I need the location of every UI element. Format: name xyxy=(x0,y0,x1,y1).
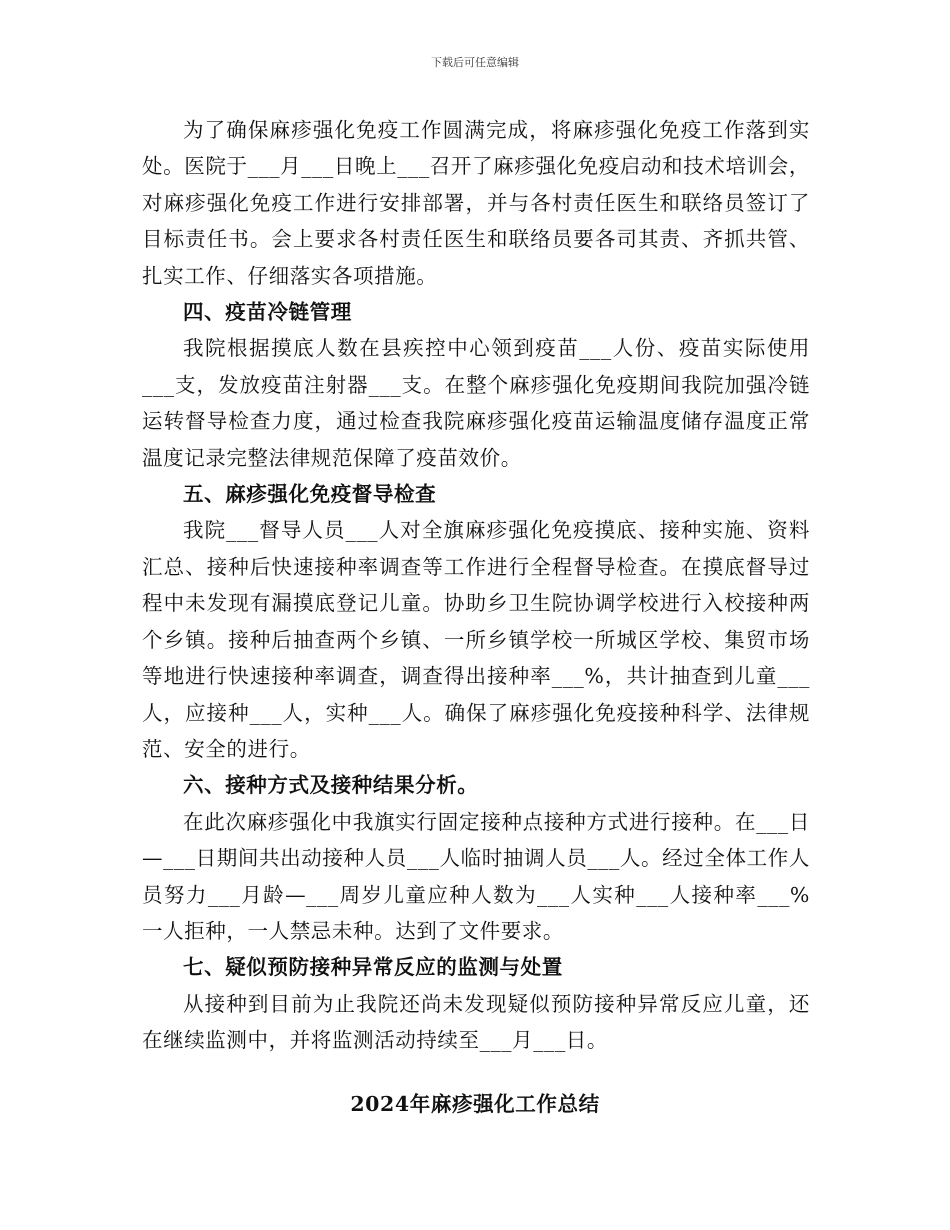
paragraph-intro: 为了确保麻疹强化免疫工作圆满完成，将麻疹强化免疫工作落到实处。医院于___月___日晚上___召开了麻疹强化免疫启动和技术培训会，对麻疹强化免疫工作进行安排部署，并与各村责任医生和联络员签订了目标责任书。会上要求各村责任医生和联络员要各司其责、齐抓共管、扎实工作、仔细落实各项措施。 xyxy=(142,118,810,288)
section-heading-adverse-reaction: 七、疑似预防接种异常反应的监测与处置 xyxy=(183,955,563,980)
paragraph-vaccine-cold-chain: 我院根据摸底人数在县疾控中心领到疫苗___人份、疫苗实际使用___支，发放疫苗注射器___支。在整个麻疹强化免疫期间我院加强冷链运转督导检查力度，通过检查我院麻疹强化疫苗运输温度储存温度正常温度记录完整法律规范保障了疫苗效价。 xyxy=(142,336,810,470)
section-heading-vaccination-analysis: 六、接种方式及接种结果分析。 xyxy=(183,773,479,798)
document-body xyxy=(142,112,810,1059)
paragraph-vaccination-analysis: 在此次麻疹强化中我旗实行固定接种点接种方式进行接种。在___日—___日期间共出动接种人员___人临时抽调人员___人。经过全体工作人员努力___月龄—___周岁儿童应种人数为___人实种___人接种率___%一人拒种，一人禁忌未种。达到了文件要求。 xyxy=(142,809,810,943)
page-header: 下载后可任意编辑 xyxy=(431,56,519,69)
paragraph-supervision: 我院___督导人员___人对全旗麻疹强化免疫摸底、接种实施、资料汇总、接种后快速接种率调查等工作进行全程督导检查。在摸底督导过程中未发现有漏摸底登记儿童。协助乡卫生院协调学校进行入校接种两个乡镇。接种后抽查两个乡镇、一所乡镇学校一所城区学校、集贸市场等地进行快速接种率调查，调查得出接种率___%，共计抽查到儿童___人，应接种___人，实种___人。确保了麻疹强化免疫接种科学、法律规范、安全的进行。 xyxy=(142,518,810,761)
section-heading-supervision: 五、麻疹强化免疫督导检查 xyxy=(183,482,437,507)
paragraph-adverse-reaction: 从接种到目前为止我院还尚未发现疑似预防接种异常反应儿童，还在继续监测中，并将监测活动持续至___月___日。 xyxy=(142,991,810,1053)
document-title: 2024年麻疹强化工作总结 xyxy=(350,1092,600,1116)
section-heading-vaccine-cold-chain: 四、疫苗冷链管理 xyxy=(183,300,352,325)
